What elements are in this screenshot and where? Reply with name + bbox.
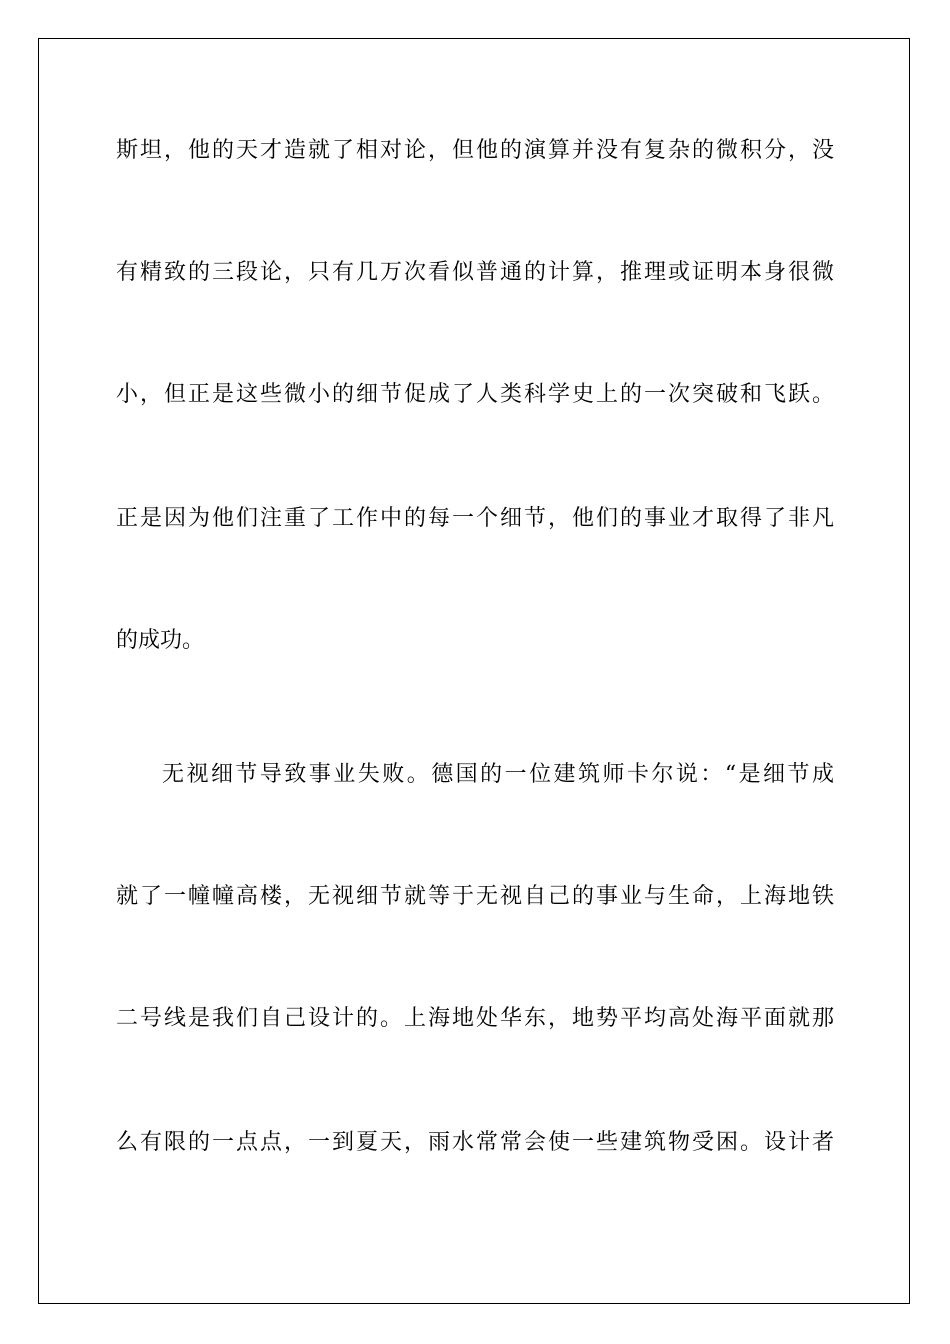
text-line-2: 有精致的三段论，只有几万次看似普通的计算，推理或证明本身很微 xyxy=(116,260,834,285)
text-line-4: 正是因为他们注重了工作中的每一个细节，他们的事业才取得了非凡 xyxy=(116,506,834,531)
text-line-9: 么有限的一点点，一到夏天，雨水常常会使一些建筑物受困。设计者 xyxy=(116,1130,834,1155)
text-line-7: 就了一幢幢高楼，无视细节就等于无视自己的事业与生命，上海地铁 xyxy=(116,884,834,909)
text-line-3: 小，但正是这些微小的细节促成了人类科学史上的一次突破和飞跃。 xyxy=(116,382,834,407)
page-border xyxy=(38,38,910,1304)
paragraph-start-line: 无视细节导致事业失败。德国的一位建筑师卡尔说：“是细节成 xyxy=(162,762,834,787)
text-line-5: 的成功。 xyxy=(116,628,205,653)
text-line-1: 斯坦，他的天才造就了相对论，但他的演算并没有复杂的微积分，没 xyxy=(116,138,834,163)
text-line-8: 二号线是我们自己设计的。上海地处华东，地势平均高处海平面就那 xyxy=(116,1006,834,1031)
